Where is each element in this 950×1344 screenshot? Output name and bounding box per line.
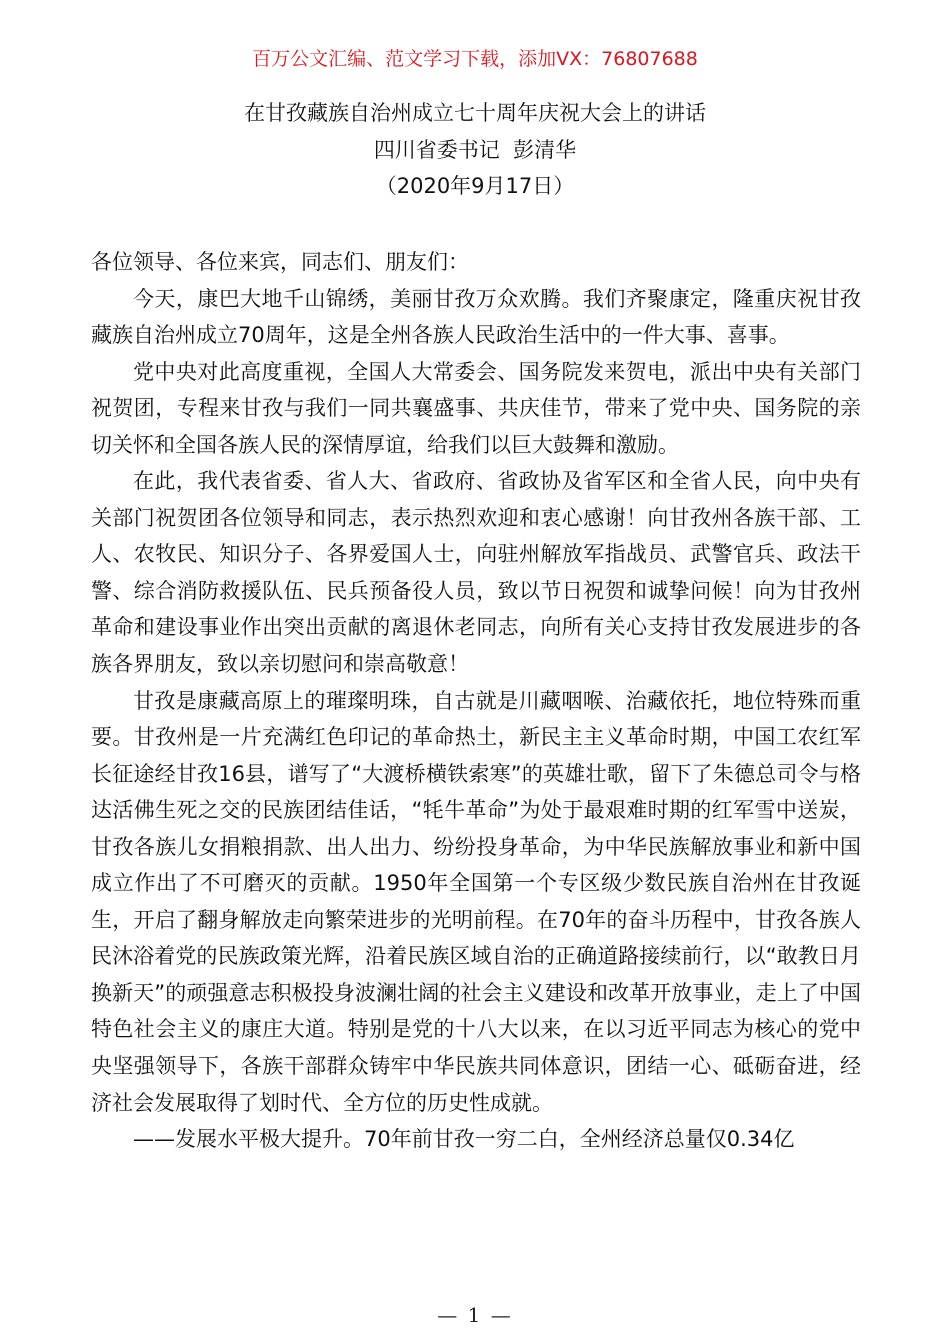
paragraph: 今天，康巴大地千山锦绣，美丽甘孜万众欢腾。我们齐聚康定，隆重庆祝甘孜藏族自治州成立70周年，这是全州各族人民政治生活中的一件大事、喜事。 bbox=[91, 286, 861, 348]
speech-title: 在甘孜藏族自治州成立七十周年庆祝大会上的讲话 bbox=[244, 101, 706, 125]
salutation: 各位领导、各位来宾，同志们、朋友们： bbox=[91, 250, 469, 274]
page-number: — 1 — bbox=[437, 1303, 513, 1327]
paragraph: ——发展水平极大提升。70年前甘孜一穷二白，全州经济总量仅0.34亿 bbox=[133, 1127, 795, 1152]
speech-author: 四川省委书记 彭清华 bbox=[373, 138, 577, 162]
promo-banner: 百万公文汇编、范文学习下载，添加VX：76807688 bbox=[252, 48, 698, 70]
paragraph: 党中央对此高度重视，全国人大常委会、国务院发来贺电，派出中央有关部门祝贺团，专程来甘孜与我们一同共襄盛事、共庆佳节，带来了党中央、国务院的亲切关怀和全国各族人民的深情厚谊，给我们以巨大鼓舞和激励。 bbox=[91, 359, 861, 457]
paragraph: 甘孜是康藏高原上的璀璨明珠，自古就是川藏咽喉、治藏依托，地位特殊而重要。甘孜州是一片充满红色印记的革命热土，新民主主义革命时期，中国工农红军长征途经甘孜16县，谱写了“大渡桥横铁索寒”的英雄壮歌，留下了朱德总司令与格达活佛生死之交的民族团结佳话，“牦牛革命”为处于最艰难时期的红军雪中送炭，甘孜各族儿女捐粮捐款、出人出力、纷纷投身革命，为中华民族解放事业和新中国成立作出了不可磨灭的贡献。1950年全国第一个专区级少数民族自治州在甘孜诞生，开启了翻身解放走向繁荣进步的光明前程。在70年的奋斗历程中，甘孜各族人民沐浴着党的民族政策光辉，沿着民族区域自治的正确道路接续前行，以“敢教日月换新天”的顽强意志积极投身波澜壮阔的社会主义建设和改革开放事业，走上了中国特色社会主义的康庄大道。特别是党的十八大以来，在以习近平同志为核心的党中央坚强领导下，各族干部群众铸牢中华民族共同体意识，团结一心、砥砺奋进，经济社会发展取得了划时代、全方位的历史性成就。 bbox=[91, 688, 861, 1115]
speech-date: （2020年9月17日） bbox=[375, 174, 575, 198]
paragraph: 在此，我代表省委、省人大、省政府、省政协及省军区和全省人民，向中央有关部门祝贺团各位领导和同志，表示热烈欢迎和衷心感谢！向甘孜州各族干部、工人、农牧民、知识分子、各界爱国人士，向驻州解放军指战员、武警官兵、政法干警、综合消防救援队伍、民兵预备役人员，致以节日祝贺和诚挚问候！向为甘孜州革命和建设事业作出突出贡献的离退休老同志，向所有关心支持甘孜发展进步的各族各界朋友，致以亲切慰问和崇高敬意！ bbox=[91, 469, 861, 677]
speech-body bbox=[91, 244, 861, 1158]
